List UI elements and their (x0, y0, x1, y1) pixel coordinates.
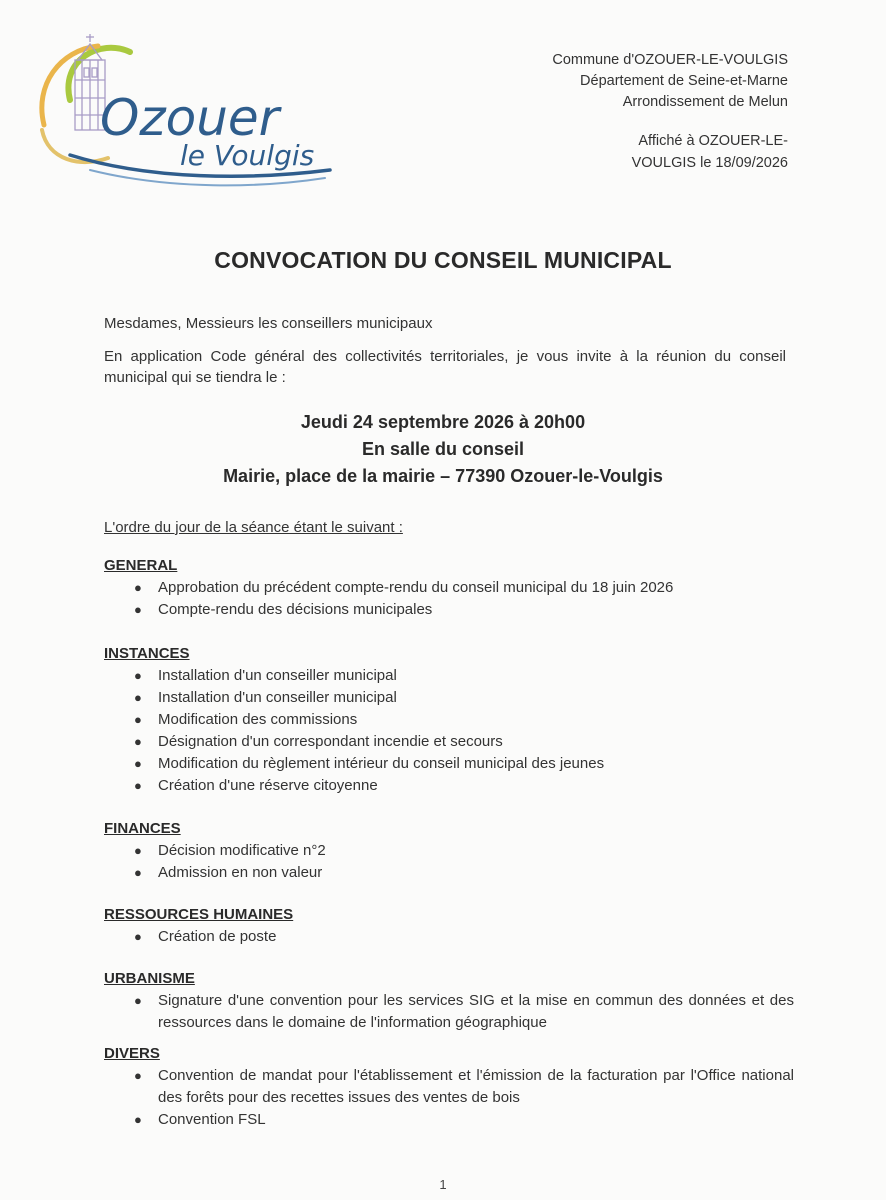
meeting-details (0, 409, 886, 490)
meeting-room: En salle du conseil (361, 439, 525, 459)
agenda-item: ● Approbation du précédent compte-rendu du conseil municipal du 18 juin 2026 (104, 577, 794, 599)
bullet-icon: ● (134, 734, 142, 749)
meeting-address: Mairie, place de la mairie – 77390 Ozouer-le-Voulgis (223, 466, 663, 486)
section-ressources-humaines (104, 906, 794, 948)
bullet-icon: ● (134, 865, 142, 880)
bullet-icon: ● (134, 993, 142, 1008)
bullet-icon: ● (134, 1112, 142, 1127)
bullet-icon: ● (134, 580, 142, 595)
posted-line-2: VOULGIS le 18/09/2026 (631, 155, 788, 171)
agenda-item: ● Création de poste (104, 926, 794, 948)
bullet-icon: ● (134, 1068, 142, 1083)
bullet-icon: ● (134, 756, 142, 771)
section-title: FINANCES (104, 820, 181, 837)
section-title: INSTANCES (104, 645, 190, 662)
logo-text-ozouer: Ozouer (100, 89, 280, 147)
intro-paragraph: En application Code général des collectivités territoriales, je vous invite à la réunion du conseil municipal qui se tiendra le : (104, 348, 786, 386)
bullet-icon: ● (134, 712, 142, 727)
section-finances (104, 820, 794, 884)
section-title: GENERAL (104, 557, 178, 574)
agenda-item: ● Modification des commissions (104, 709, 794, 731)
arrondissement: Arrondissement de Melun (622, 94, 788, 110)
commune-header (552, 50, 788, 113)
logo-text-le-voulgis: le Voulgis (180, 139, 315, 172)
section-divers (104, 1045, 794, 1131)
agenda-item: ● Création d'une réserve citoyenne (104, 775, 794, 797)
agenda-item: ● Décision modificative n°2 (104, 840, 794, 862)
bullet-icon: ● (134, 690, 142, 705)
agenda-item: ● Convention FSL (104, 1109, 794, 1131)
posted-line-1: Affiché à OZOUER-LE- (638, 133, 788, 149)
document-title: CONVOCATION DU CONSEIL MUNICIPAL (214, 247, 672, 273)
bullet-icon: ● (134, 929, 142, 944)
agenda-item: ● Installation d'un conseiller municipal (104, 665, 794, 687)
section-urbanisme (104, 970, 794, 1034)
section-title: RESSOURCES HUMAINES (104, 906, 294, 923)
agenda-intro: L'ordre du jour de la séance étant le suivant : (104, 519, 403, 536)
section-title: DIVERS (104, 1045, 160, 1062)
agenda-item: ● Installation d'un conseiller municipal (104, 687, 794, 709)
ozouer-logo (30, 30, 340, 195)
agenda-item: ● Désignation d'un correspondant incendie et secours (104, 731, 794, 753)
bullet-icon: ● (134, 778, 142, 793)
commune-name: Commune d'OZOUER-LE-VOULGIS (552, 52, 788, 68)
salutation: Mesdames, Messieurs les conseillers municipaux (104, 315, 433, 332)
agenda-item: ● Signature d'une convention pour les services SIG et la mise en commun des données et des ressources dans le domaine de l'information géographique (134, 992, 794, 1031)
bullet-icon: ● (134, 602, 142, 617)
agenda-item: ● Admission en non valeur (104, 862, 794, 884)
bullet-icon: ● (134, 668, 142, 683)
section-title: URBANISME (104, 970, 195, 987)
page-number: 1 (439, 1177, 447, 1192)
posted-notice (608, 130, 788, 174)
agenda-item: ● Compte-rendu des décisions municipales (104, 599, 794, 621)
bullet-icon: ● (134, 843, 142, 858)
agenda-item: ● Modification du règlement intérieur du conseil municipal des jeunes (104, 753, 794, 775)
agenda-item: ● Convention de mandat pour l'établissement et l'émission de la facturation par l'Office national des forêts pour des recettes issues des ventes de bois (134, 1067, 794, 1106)
section-instances (104, 645, 794, 797)
meeting-date: Jeudi 24 septembre 2026 à 20h00 (300, 412, 586, 432)
departement: Département de Seine-et-Marne (580, 73, 788, 89)
section-general (104, 557, 794, 621)
